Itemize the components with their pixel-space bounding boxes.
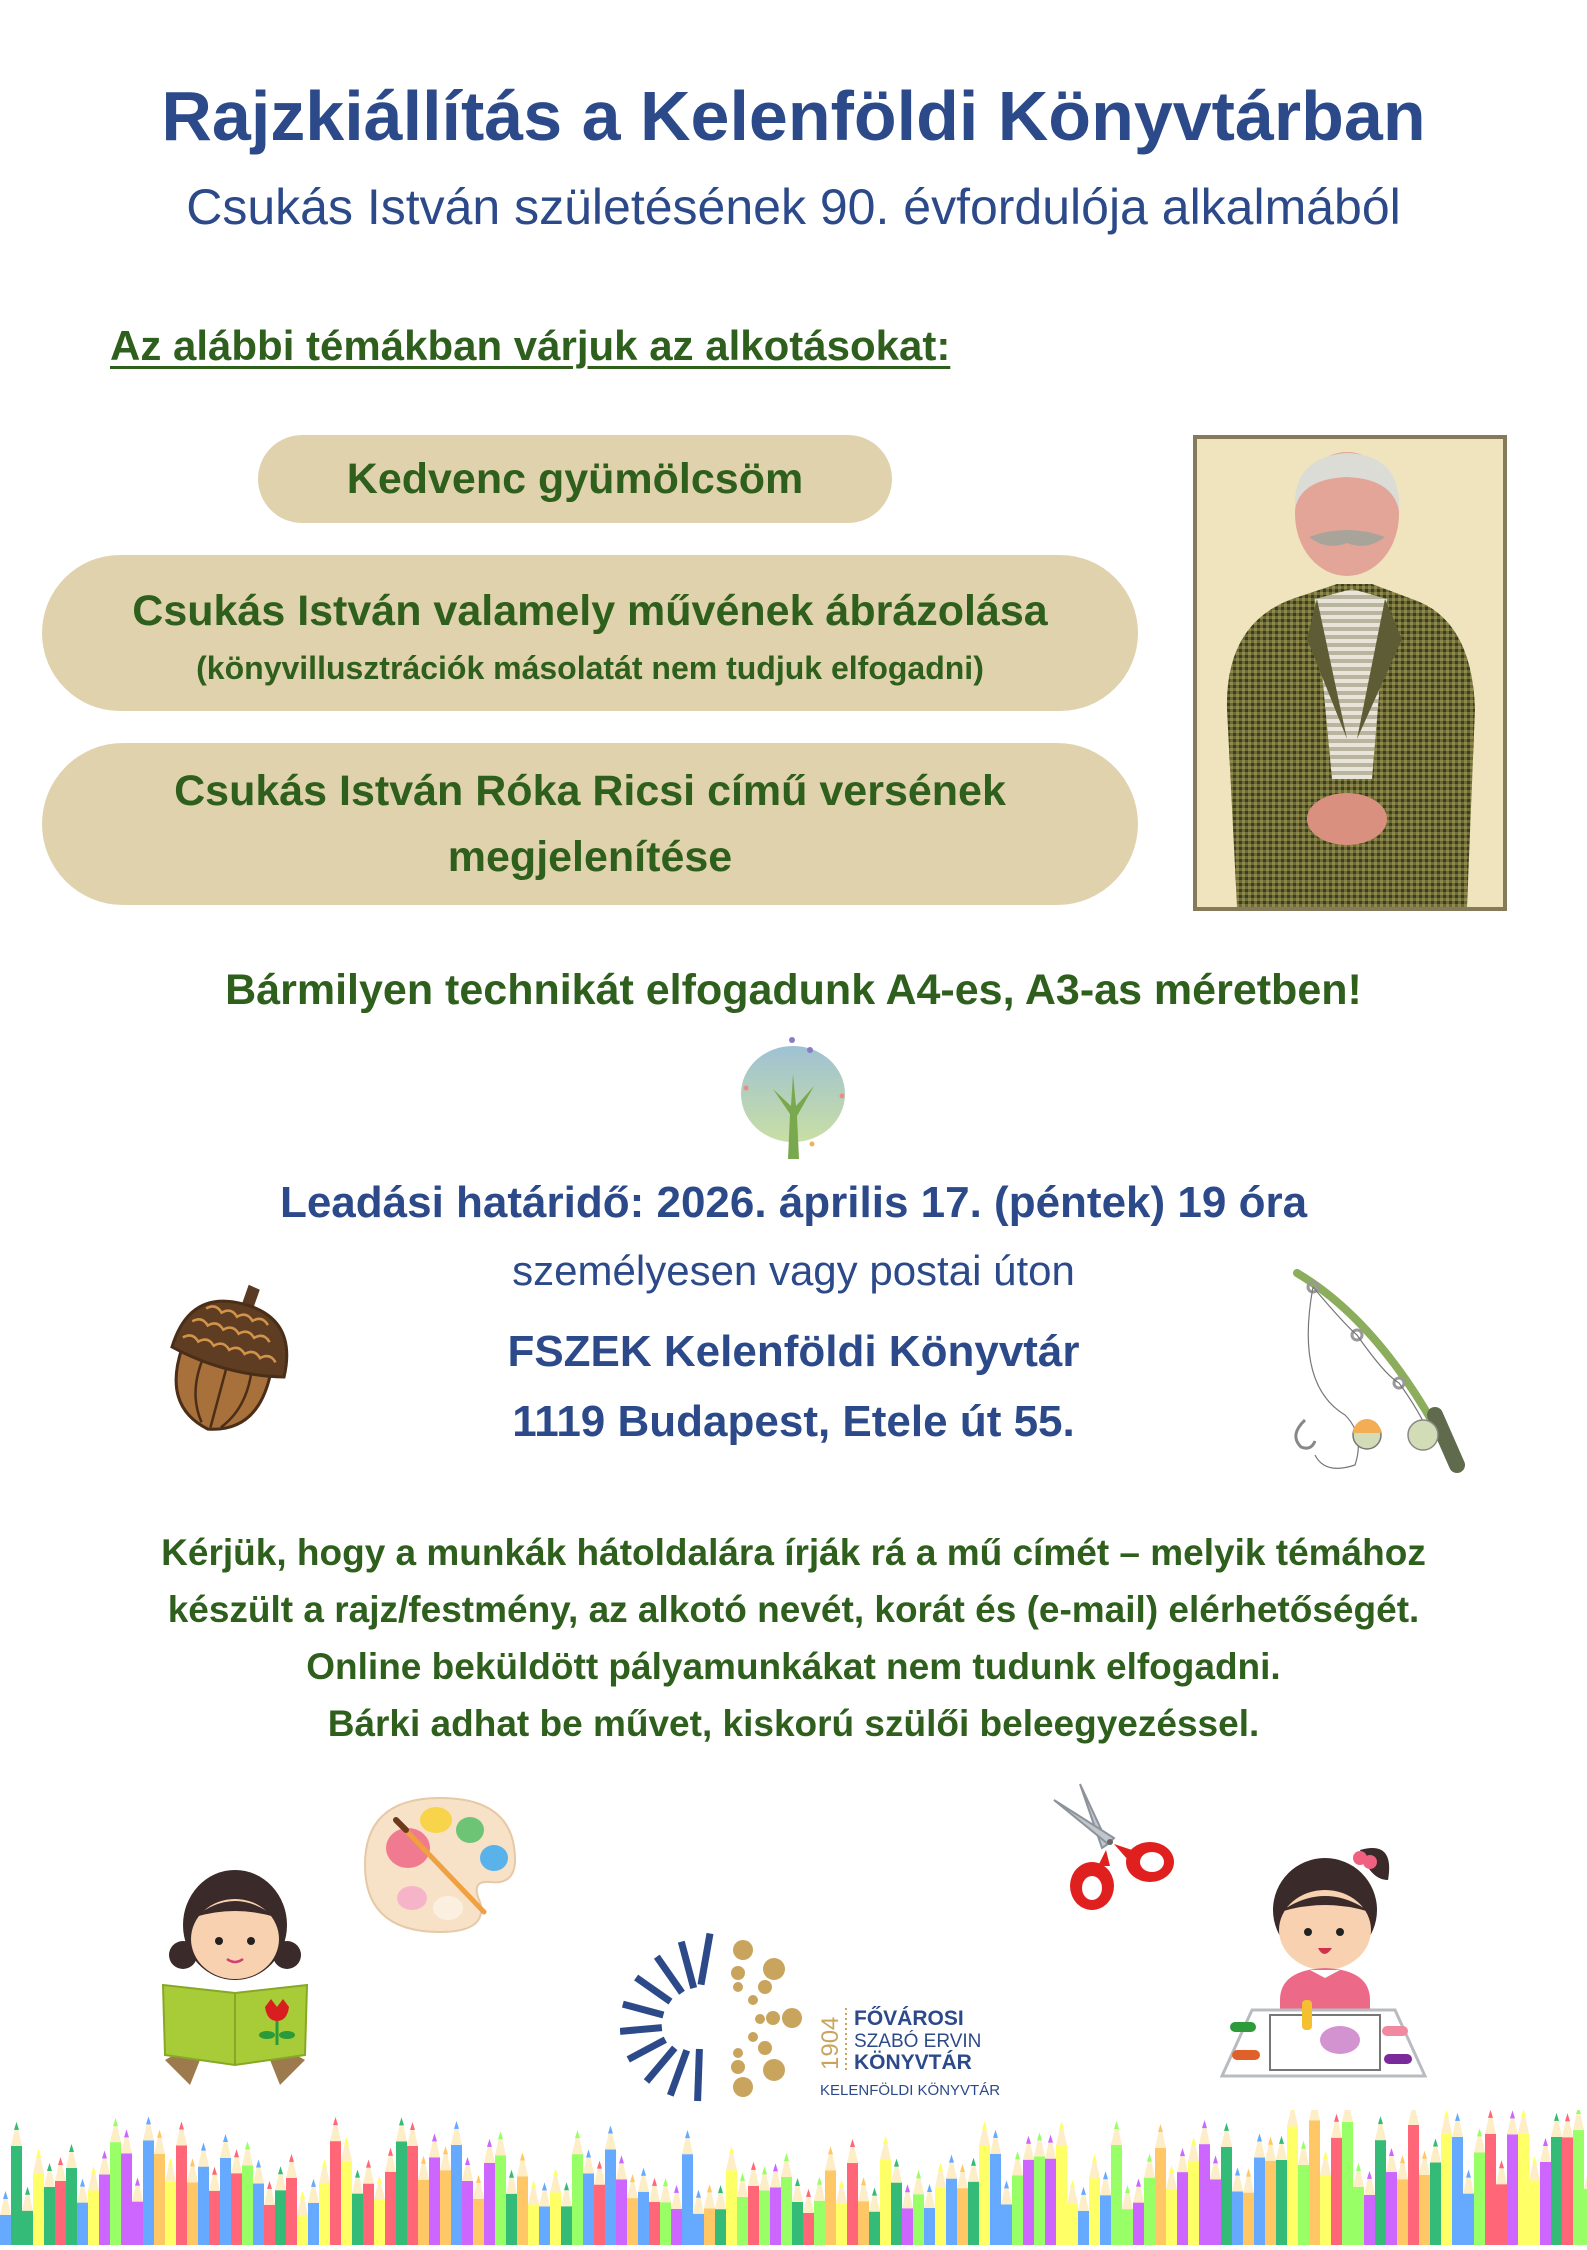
girl-drawing-illustration: [1210, 1840, 1435, 2090]
logo-branch: KELENFÖLDI KÖNYVTÁR: [820, 2081, 1000, 2099]
theme-item-poem: [42, 743, 1138, 905]
note-line-3: Online beküldött pályamunkákat nem tudunk elfogadni.: [0, 1638, 1587, 1695]
logo-line3: KÖNYVTÁR: [854, 2051, 972, 2074]
tree-icon: [728, 1034, 858, 1164]
logo-dots-icon: [731, 1940, 802, 2097]
note-line-2: készült a rajz/festmény, az alkotó nevét, korát és (e-mail) elérhetőségét.: [0, 1581, 1587, 1638]
theme-note: (könyvillusztrációk másolatát nem tudjuk elfogadni): [196, 648, 984, 688]
fishing-rod-icon: [1275, 1265, 1475, 1475]
theme-label-line2: megjelenítése: [448, 824, 732, 890]
theme-item-fruit: [258, 435, 892, 523]
page-subtitle: Csukás István születésének 90. évfordulója alkalmából: [0, 178, 1587, 236]
theme-item-works: [42, 555, 1138, 711]
submission-notes: [0, 1524, 1587, 1752]
theme-label: Kedvenc gyümölcsöm: [347, 446, 803, 512]
library-address: 1119 Budapest, Etele út 55.: [0, 1397, 1587, 1447]
fszek-logo: [620, 1925, 1000, 2105]
theme-label: Csukás István valamely művének ábrázolása: [132, 578, 1047, 644]
scissors-icon: [1050, 1780, 1175, 1915]
acorn-icon: [158, 1272, 298, 1452]
delivery-method: személyesen vagy postai úton: [0, 1247, 1587, 1295]
technique-notice: Bármilyen technikát elfogadunk A4-es, A3-as méretben!: [0, 966, 1587, 1015]
theme-label-line1: Csukás István Róka Ricsi című versének: [174, 758, 1006, 824]
page-title: Rajzkiállítás a Kelenföldi Könyvtárban: [0, 76, 1587, 156]
logo-rays-icon: [620, 1933, 713, 2101]
girl-reading-illustration: [155, 1855, 325, 2085]
colored-pencils-border: [0, 2110, 1587, 2245]
note-line-4: Bárki adhat be művet, kiskorú szülői beleegyezéssel.: [0, 1695, 1587, 1752]
logo-line2: SZABÓ ERVIN: [854, 2030, 981, 2052]
paint-palette-icon: [360, 1790, 520, 1940]
deadline: Leadási határidő: 2026. április 17. (péntek) 19 óra: [0, 1178, 1587, 1228]
logo-line1: FŐVÁROSI: [854, 2007, 964, 2030]
logo-year: 1904: [817, 2017, 844, 2070]
library-name: FSZEK Kelenföldi Könyvtár: [0, 1327, 1587, 1377]
author-portrait: [1193, 435, 1507, 911]
note-line-1: Kérjük, hogy a munkák hátoldalára írják rá a mű címét – melyik témához: [0, 1524, 1587, 1581]
themes-heading: Az alábbi témákban várjuk az alkotásokat:: [110, 322, 950, 370]
